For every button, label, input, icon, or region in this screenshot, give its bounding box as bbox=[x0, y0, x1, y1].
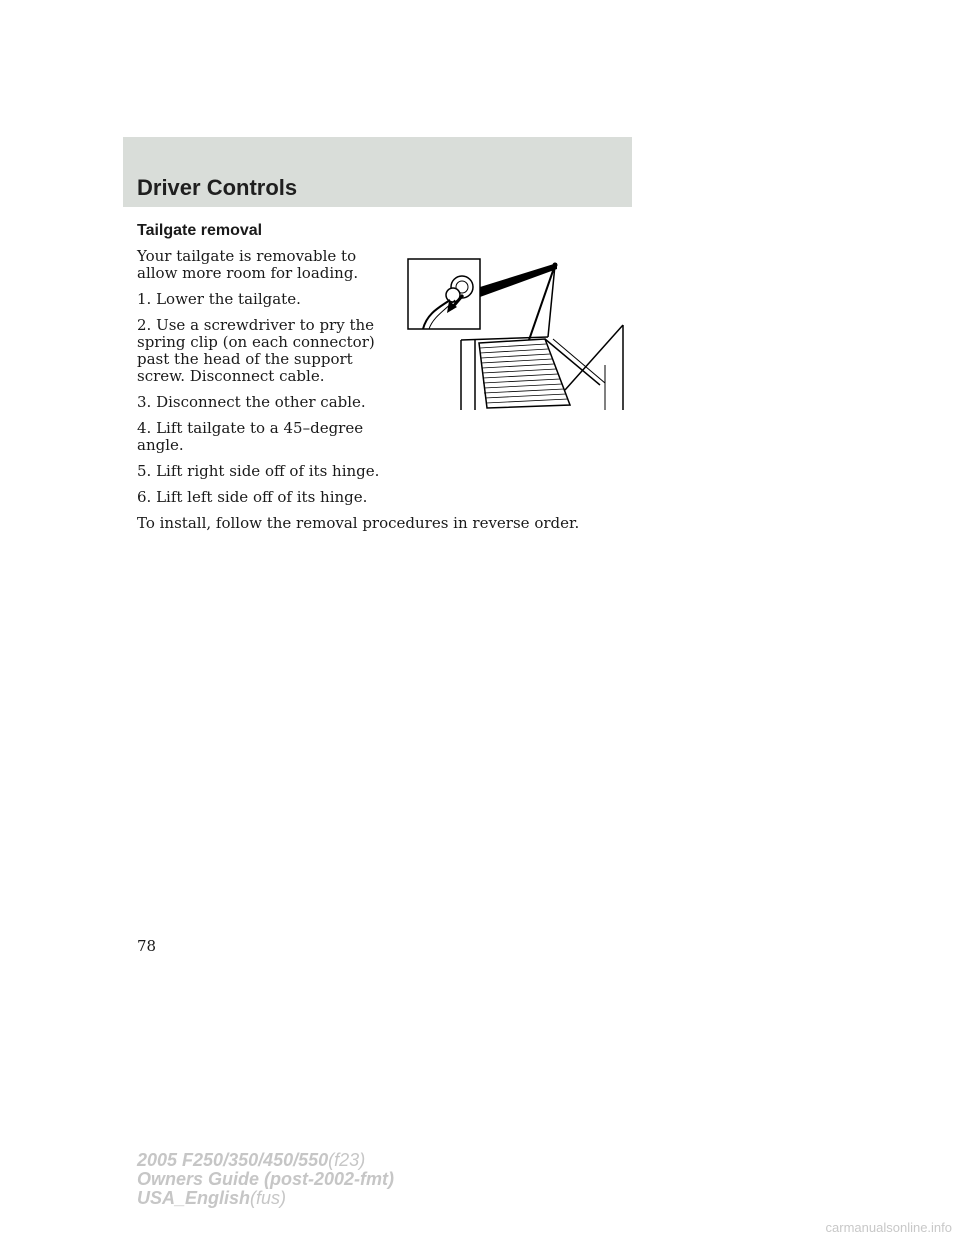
closing-paragraph: To install, follow the removal procedures in reverse order. bbox=[137, 514, 580, 532]
footer-language: USA_English bbox=[137, 1188, 251, 1208]
section-header-band bbox=[123, 137, 632, 207]
step-1: 1. Lower the tailgate. bbox=[137, 290, 301, 308]
step-4: 4. Lift tailgate to a 45–degree angle. bbox=[137, 419, 364, 454]
intro-paragraph: Your tailgate is removable to allow more room for loading. bbox=[137, 247, 359, 282]
footer-language-code: (fus) bbox=[250, 1188, 287, 1208]
tailgate-illustration bbox=[405, 255, 630, 410]
watermark: carmanualsonline.info bbox=[825, 1220, 952, 1235]
footer-model-code: (f23) bbox=[328, 1150, 366, 1170]
document-footer bbox=[137, 1151, 394, 1208]
page-number: 78 bbox=[137, 937, 157, 955]
section-title: Tailgate removal bbox=[137, 222, 263, 239]
chapter-title: Driver Controls bbox=[137, 175, 298, 200]
footer-guide: Owners Guide (post-2002-fmt) bbox=[137, 1169, 395, 1189]
footer-model: 2005 F250/350/450/550 bbox=[137, 1150, 329, 1170]
step-2: 2. Use a screwdriver to pry the spring clip (on each connector) past the head of the support screw. Disconnect cable. bbox=[137, 316, 375, 385]
step-3: 3. Disconnect the other cable. bbox=[137, 393, 366, 411]
step-6: 6. Lift left side off of its hinge. bbox=[137, 488, 368, 506]
step-5: 5. Lift right side off of its hinge. bbox=[137, 462, 380, 480]
